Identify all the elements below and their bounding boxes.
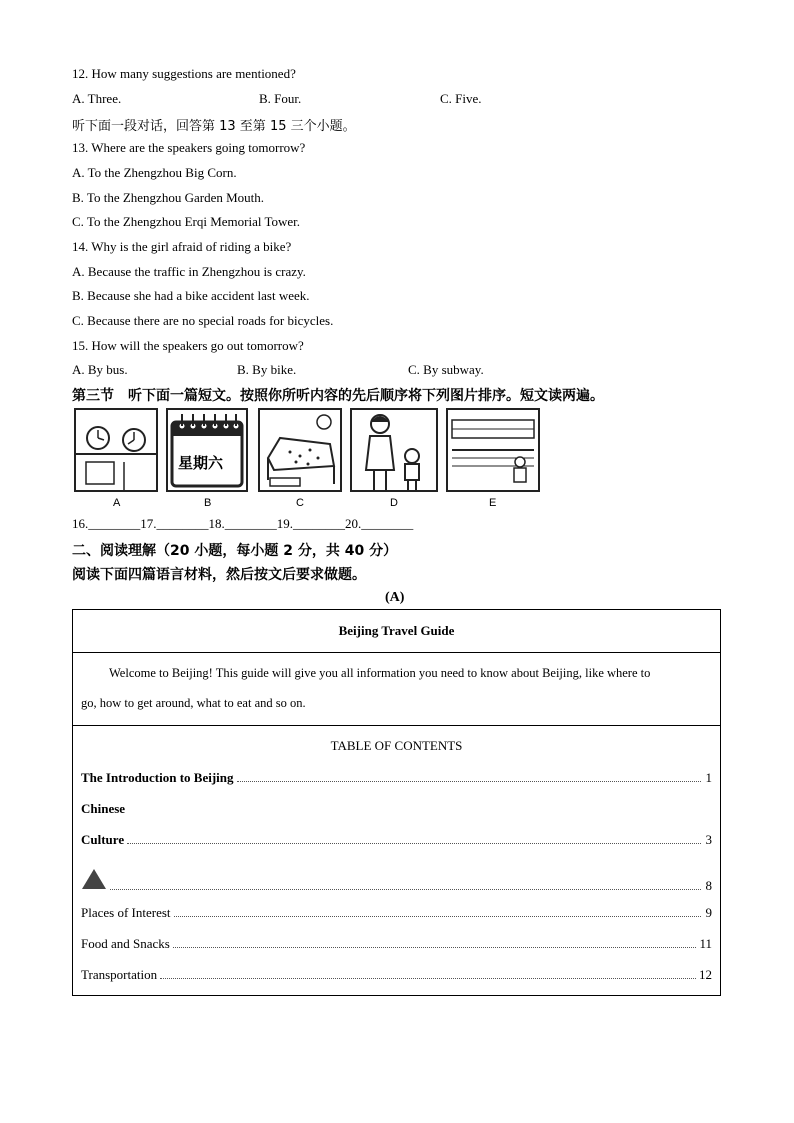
q14-option-b: B. Because she had a bike accident last week.: [72, 288, 310, 303]
reading-instruction: 阅读下面四篇语言材料，然后按文后要求做题。: [72, 567, 366, 583]
mother-child-illustration: [352, 410, 436, 490]
q12-option-c: C. Five.: [440, 91, 482, 106]
picture-label-a: A: [113, 497, 121, 509]
q14-question: 14. Why is the girl afraid of riding a bike?: [72, 239, 292, 254]
picture-label-c: C: [296, 497, 304, 509]
q15-option-b: B. By bike.: [237, 362, 297, 377]
q12-option-b: B. Four.: [259, 91, 302, 106]
toc-page: 11: [699, 936, 712, 951]
toc-leader: [174, 916, 701, 917]
q13-option-c: C. To the Zhengzhou Erqi Memorial Tower.: [72, 214, 301, 229]
q13-option-a: A. To the Zhengzhou Big Corn.: [72, 165, 237, 180]
toc-label: The Introduction to Beijing: [81, 770, 234, 785]
q14-option-a: A. Because the traffic in Zhengzhou is crazy.: [72, 264, 306, 279]
toc-title: TABLE OF CONTENTS: [330, 738, 463, 753]
toc-row-introduction[interactable]: [81, 770, 712, 786]
q13-option-b: B. To the Zhengzhou Garden Mouth.: [72, 190, 265, 205]
toc-label: Chinese: [81, 801, 126, 816]
toc-leader: [127, 843, 701, 844]
picture-a-clocks: [74, 408, 158, 492]
toc-row-chinese[interactable]: [81, 801, 712, 817]
toc-page: 1: [705, 770, 712, 785]
room-illustration: [448, 410, 538, 490]
guide-divider-middle: [73, 725, 720, 726]
toc-label: Food and Snacks: [81, 936, 170, 951]
picture-label-d: D: [390, 497, 398, 509]
toc-leader: [110, 889, 701, 890]
toc-leader: [237, 781, 701, 782]
picture-e-room: [446, 408, 540, 492]
toc-row-transportation[interactable]: [81, 967, 712, 983]
guide-divider-top: [73, 652, 720, 653]
q12-question: 12. How many suggestions are mentioned?: [72, 66, 296, 81]
calendar-illustration: [168, 410, 246, 490]
dialogue-instruction: 听下面一段对话，回答第 13 至第 15 三个小题。: [72, 119, 356, 134]
bed-illustration: [260, 410, 340, 490]
toc-row-places[interactable]: [81, 905, 712, 921]
calendar-text: 星期六: [178, 454, 224, 472]
toc-page: 8: [705, 878, 712, 893]
picture-c-bed: [258, 408, 342, 492]
toc-row-blank[interactable]: [81, 868, 712, 894]
toc-label: Transportation: [81, 967, 158, 982]
picture-d-mother-child: [350, 408, 438, 492]
toc-label: Places of Interest: [81, 905, 171, 920]
q15-option-c: C. By subway.: [408, 362, 484, 377]
reading-heading: 二、阅读理解（20 小题，每小题 2 分，共 40 分）: [72, 543, 398, 559]
toc-page: 3: [705, 832, 712, 847]
picture-label-b: B: [204, 497, 212, 509]
toc-row-food[interactable]: [81, 936, 712, 952]
triangle-icon: [81, 868, 107, 890]
guide-title: Beijing Travel Guide: [338, 623, 455, 638]
picture-label-e: E: [489, 497, 497, 509]
q15-question: 15. How will the speakers go out tomorrow?: [72, 338, 304, 353]
guide-intro-line2: go, how to get around, what to eat and so on.: [81, 696, 306, 710]
q14-option-c: C. Because there are no special roads for bicycles.: [72, 313, 334, 328]
passage-label: (A): [385, 590, 405, 605]
toc-page: 9: [705, 905, 712, 920]
toc-page: 12: [699, 967, 712, 982]
travel-guide-box: [72, 609, 721, 996]
guide-intro-line1: Welcome to Beijing! This guide will give you all information you need to know about Beijing, like where to: [109, 666, 651, 680]
q12-option-a: A. Three.: [72, 91, 122, 106]
toc-label: Culture: [81, 832, 125, 847]
q13-question: 13. Where are the speakers going tomorrow?: [72, 140, 306, 155]
toc-leader: [173, 947, 697, 948]
clocks-illustration: [76, 410, 156, 490]
toc-leader: [160, 978, 696, 979]
picture-b-calendar: [166, 408, 248, 492]
section3-instruction: 第三节 听下面一篇短文。按照你所听内容的先后顺序将下列图片排序。短文读两遍。: [72, 388, 604, 404]
q15-option-a: A. By bus.: [72, 362, 128, 377]
answer-blanks: 16.________17.________18.________19.________20.________: [72, 516, 414, 531]
toc-row-culture[interactable]: [81, 832, 712, 848]
